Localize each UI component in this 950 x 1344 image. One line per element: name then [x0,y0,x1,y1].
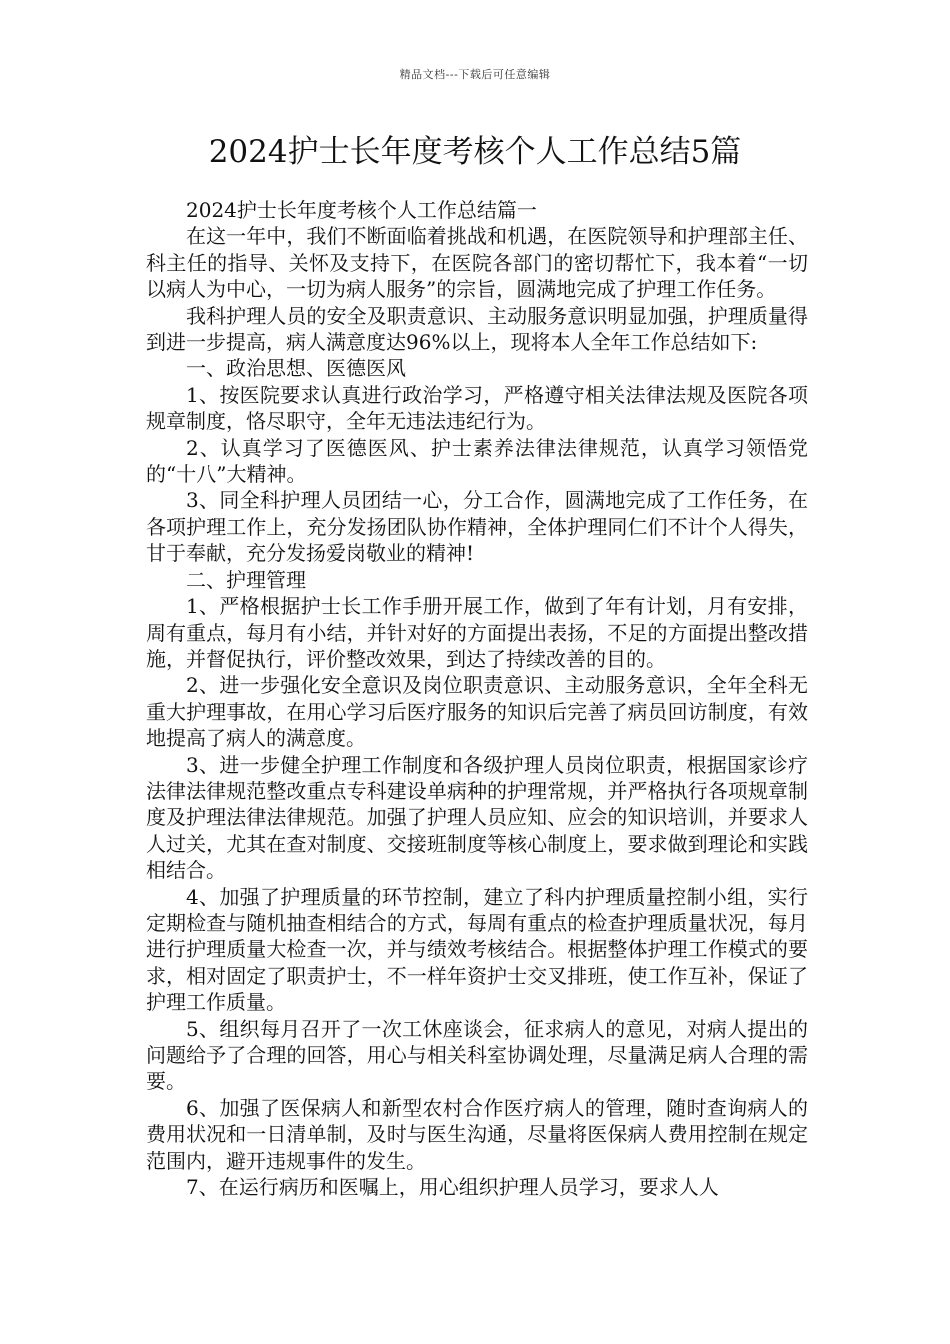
paragraph: 4、加强了护理质量的环节控制，建立了科内护理质量控制小组，实行定期检查与随机抽查相结合的方式，每周有重点的检查护理质量状况，每月进行护理质量大检查一次，并与绩效考核结合。根据整体护理工作模式的要求，相对固定了职责护士，不一样年资护士交叉排班，使工作互补，保证了护理工作质量。 [146,884,808,1015]
paragraph: 3、同全科护理人员团结一心，分工合作，圆满地完成了工作任务，在各项护理工作上，充分发扬团队协作精神，全体护理同仁们不计个人得失，甘于奉献，充分发扬爱岗敬业的精神! [146,488,808,566]
paragraph: 我科护理人员的安全及职责意识、主动服务意识明显加强，护理质量得到进一步提高，病人满意度达96%以上，现将本人全年工作总结如下: [146,303,808,355]
section-heading: 二、护理管理 [186,567,306,592]
paragraph: 在这一年中，我们不断面临着挑战和机遇，在医院领导和护理部主任、科主任的指导、关怀及支持下，在医院各部门的密切帮忙下，我本着“一切以病人为中心，一切为病人服务”的宗旨，圆满地完成了护理工作任务。 [146,224,808,302]
page-title: 2024护士长年度考核个人工作总结5篇 [208,134,742,170]
paragraph: 2、认真学习了医德医风、护士素养法律法律规范，认真学习领悟党的“十八”大精神。 [146,435,808,487]
document-body [146,197,808,1200]
paragraph: 5、组织每月召开了一次工休座谈会，征求病人的意见，对病人提出的问题给予了合理的回答，用心与相关科室协调处理，尽量满足病人合理的需要。 [146,1016,808,1094]
header-note: 精品文档---下载后可任意编辑 [399,68,551,81]
paragraph: 1、严格根据护士长工作手册开展工作，做到了年有计划，月有安排，周有重点，每月有小结，并针对好的方面提出表扬，不足的方面提出整改措施，并督促执行，评价整改效果，到达了持续改善的目的。 [146,594,808,671]
paragraph: 6、加强了医保病人和新型农村合作医疗病人的管理，随时查询病人的费用状况和一日清单制，及时与医生沟通，尽量将医保病人费用控制在规定范围内，避开违规事件的发生。 [146,1095,808,1173]
paragraph: 1、按医院要求认真进行政治学习，严格遵守相关法律法规及医院各项规章制度，恪尽职守，全年无违法违纪行为。 [146,382,808,434]
paragraph: 7、在运行病历和医嘱上，用心组织护理人员学习，要求人人 [186,1175,719,1200]
section-heading: 一、政治思想、医德医风 [186,356,406,381]
paragraph: 3、进一步健全护理工作制度和各级护理人员岗位职责，根据国家诊疗法律法律规范整改重点专科建设单病种的护理常规，并严格执行各项规章制度及护理法律法律规范。加强了护理人员应知、应会的知识培训，并要求人人过关，尤其在查对制度、交接班制度等核心制度上，要求做到理论和实践相结合。 [146,752,808,883]
section-heading: 2024护士长年度考核个人工作总结篇一 [186,198,537,222]
paragraph: 2、进一步强化安全意识及岗位职责意识、主动服务意识，全年全科无重大护理事故，在用心学习后医疗服务的知识后完善了病员回访制度，有效地提高了病人的满意度。 [146,673,808,751]
